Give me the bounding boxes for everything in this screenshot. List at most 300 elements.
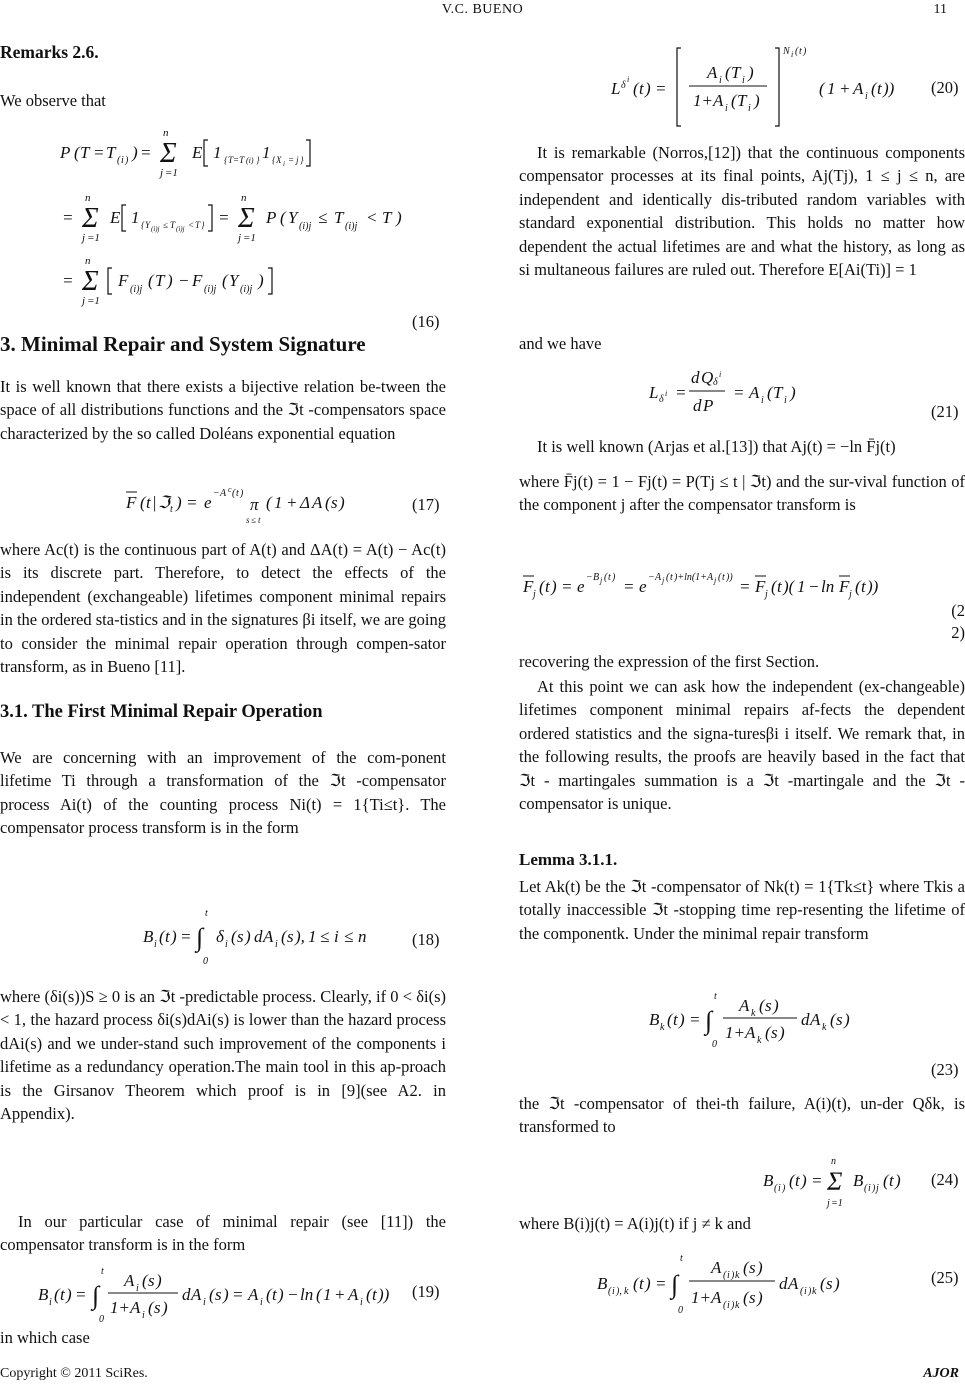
svg-text:T: T: [155, 271, 165, 290]
svg-text:(: (: [366, 1285, 372, 1304]
svg-text:B: B: [853, 1171, 864, 1190]
svg-text:): ): [679, 1010, 685, 1029]
svg-text:t: t: [670, 572, 673, 583]
svg-text:F: F: [126, 493, 137, 512]
section-3-title: 3. Minimal Repair and System Signature: [0, 332, 366, 356]
svg-text:i: i: [49, 1297, 52, 1308]
svg-text:0: 0: [712, 1039, 717, 1050]
svg-text:)+ln(1+: )+ln(1+: [674, 572, 707, 583]
svg-text:t: t: [799, 46, 802, 57]
paragraph-9: where F̄j(t) = 1 − Fj(t) = P(Tj ≤ t | ℑt) and the sur-vival function of the component j after the compensator transform is: [519, 472, 965, 515]
svg-text:k: k: [751, 1008, 756, 1019]
svg-text:=: =: [655, 79, 667, 98]
svg-text:d: d: [691, 368, 700, 387]
svg-text:n: n: [85, 255, 91, 267]
svg-text:j: j: [533, 589, 536, 600]
svg-text:j: j: [82, 232, 86, 244]
svg-text:Σ: Σ: [82, 266, 99, 297]
equation-16: [0, 122, 446, 312]
svg-text:t: t: [60, 1285, 65, 1304]
svg-text:1: 1: [308, 927, 317, 946]
paragraph-6: in which case: [0, 1328, 90, 1347]
svg-text:i: i: [761, 395, 764, 406]
svg-text:−: −: [178, 271, 190, 290]
svg-text:(: (: [222, 271, 228, 290]
equation-24-number: (24): [931, 1170, 959, 1189]
svg-text:): ): [872, 1183, 876, 1194]
svg-text:j: j: [600, 576, 603, 585]
svg-text:(: (: [666, 572, 670, 583]
svg-text:): ): [844, 1010, 850, 1029]
equation-18: [0, 902, 446, 972]
svg-text:(: (: [830, 1010, 836, 1029]
svg-text:Δ: Δ: [300, 493, 310, 512]
svg-text:(: (: [819, 79, 825, 98]
subsection-3-1-title: 3.1. The First Minimal Repair Operation: [0, 702, 323, 722]
svg-text:Σ: Σ: [82, 203, 99, 234]
svg-text:i: i: [865, 91, 868, 102]
svg-text:(i)j: (i)j: [299, 221, 312, 232]
svg-text:s: s: [215, 1285, 222, 1304]
svg-text:i: i: [203, 1297, 206, 1308]
svg-text:=: =: [62, 271, 74, 290]
svg-text:(: (: [759, 996, 765, 1015]
paragraph-4: where (δi(s))S ≥ 0 is an ℑt -predictable process. Clearly, if 0 < δi(s) < 1, the hazard process δi(s)dAi(s) is lower than the hazard process dAi(s) and we under-stand such improvement of the components i lifetime as a redundancy operation.The main tool in this ap-proach is the Girsanov Theorem which proof is in [9](see A2. in Appendix).: [0, 987, 446, 1124]
svg-text:T: T: [106, 143, 116, 162]
svg-text:{: {: [272, 155, 276, 165]
svg-text:A: A: [312, 493, 323, 512]
svg-text:(i)j: (i)j: [240, 284, 253, 295]
paragraph-5: In our particular case of minimal repair (see [11]) the compensator transform is in the form: [0, 1212, 446, 1255]
svg-text:≤: ≤: [251, 515, 256, 525]
svg-text:ln: ln: [300, 1285, 314, 1304]
svg-text:1+: 1+: [725, 1023, 745, 1042]
svg-text:i: i: [727, 1270, 730, 1281]
svg-text:A: A: [248, 1285, 259, 1304]
svg-text:(: (: [864, 1183, 868, 1194]
svg-text:(i)j: (i)j: [151, 225, 160, 233]
equation-24: [519, 1150, 965, 1215]
svg-text:s: s: [749, 1288, 756, 1307]
svg-text:(: (: [795, 46, 799, 57]
svg-text:(: (: [731, 91, 737, 110]
svg-text:i: i: [742, 75, 745, 86]
svg-text:L: L: [649, 383, 659, 402]
svg-text:B: B: [597, 1274, 608, 1293]
svg-text:(: (: [743, 1258, 749, 1277]
svg-text:(: (: [117, 155, 121, 166]
paragraph-7b: and we have: [519, 334, 602, 353]
svg-text:T: T: [170, 220, 176, 230]
paragraph-11: At this point we can ask how the independent (ex-changeable) lifetimes component minimal repairs af-fects the dependent ordered statistics and the signa-turesβi i itself. We remark that, in the following results, the proofs are heavily based in the fact that ℑt - martingales summation is a ℑt -martingale and the ℑt - compensator is unique.: [519, 677, 965, 814]
svg-text:),: ),: [295, 927, 305, 946]
svg-text:d: d: [254, 927, 263, 946]
svg-text:s: s: [148, 1271, 155, 1290]
svg-text:Y: Y: [145, 220, 151, 230]
svg-text:i: i: [778, 1183, 781, 1194]
svg-text:): ): [801, 1171, 807, 1190]
svg-text:(: (: [871, 79, 877, 98]
svg-text:(: (: [883, 1171, 889, 1190]
svg-text:t: t: [877, 79, 882, 98]
svg-text:=: =: [288, 155, 295, 165]
svg-text:(: (: [723, 1300, 727, 1311]
svg-text:A: A: [348, 1285, 359, 1304]
svg-text:1: 1: [131, 208, 140, 227]
svg-text:n: n: [831, 1156, 836, 1167]
svg-text:Y: Y: [229, 271, 239, 290]
svg-text:1: 1: [827, 79, 836, 98]
svg-text:A: A: [707, 572, 714, 583]
svg-text:Q: Q: [701, 368, 714, 387]
svg-text:)): )): [726, 572, 733, 583]
svg-text:): ): [132, 143, 138, 162]
paragraph-8: It is well known (Arjas et al.[13]) that Aj(t) = −ln F̄j(t): [537, 437, 896, 456]
svg-text:1+: 1+: [693, 91, 713, 110]
svg-text:): ): [551, 577, 557, 596]
paragraph-7: It is remarkable (Norros,[12]) that the continuous components compensator processes at its final points, Aj(Tj), 1 ≤ j ≤ n, are independent and identically dis-tributed random variables with standard exponential distribution. This holds no matter how dependent the actual lifetimes are and what the history, as long as si multaneous failures are ruled out. Therefore E[Ai(Ti)] = 1: [519, 143, 965, 280]
svg-text:(: (: [771, 577, 777, 596]
svg-text:(: (: [54, 1285, 60, 1304]
svg-text:Σ: Σ: [160, 138, 177, 169]
svg-text:): ): [748, 63, 754, 82]
svg-text:1: 1: [797, 577, 806, 596]
svg-text:A: A: [191, 1285, 202, 1304]
equation-21: [519, 355, 965, 430]
svg-text:≤: ≤: [163, 220, 168, 230]
svg-text:(: (: [266, 1285, 272, 1304]
svg-text:t: t: [170, 504, 173, 515]
svg-text:0: 0: [203, 956, 208, 967]
svg-text:k: k: [812, 1286, 817, 1297]
svg-text:i: i: [784, 395, 787, 406]
svg-text:=: =: [75, 1285, 87, 1304]
svg-text:(i)j: (i)j: [345, 221, 358, 232]
svg-text:P: P: [60, 143, 71, 162]
svg-text:): ): [779, 1023, 785, 1042]
paragraph-12: Let Ak(t) be the ℑt -compensator of Nk(t) = 1{Tk≤t} where Tkis a totally inaccessible ℑt -stopping time rep-resenting the lifetime of the componentk. Under the minimal repair transform: [519, 877, 965, 943]
svg-text:=: =: [218, 208, 230, 227]
svg-text:t: t: [795, 1171, 800, 1190]
svg-text:(: (: [633, 1274, 639, 1293]
svg-text:j: j: [296, 155, 299, 165]
svg-text:N: N: [783, 46, 790, 57]
svg-text:)): )): [883, 79, 895, 98]
svg-text:(: (: [725, 63, 731, 82]
svg-text:j: j: [662, 576, 665, 585]
svg-text:=: =: [689, 1010, 701, 1029]
svg-text:1: 1: [213, 143, 222, 162]
observe-text: We observe that: [0, 91, 106, 110]
equation-19: [0, 1260, 446, 1330]
svg-text:=1: =1: [87, 295, 100, 307]
svg-text:B: B: [593, 572, 600, 583]
svg-text:δ: δ: [713, 377, 718, 388]
svg-text:(: (: [743, 1288, 749, 1307]
svg-text:t: t: [608, 572, 611, 583]
svg-text:δ: δ: [621, 80, 626, 91]
svg-text:i: i: [260, 1297, 263, 1308]
svg-text:(: (: [667, 1010, 673, 1029]
svg-text:d: d: [182, 1285, 191, 1304]
svg-text:t: t: [545, 577, 550, 596]
svg-text:): ): [782, 1183, 786, 1194]
svg-text:B: B: [143, 927, 154, 946]
svg-text:L: L: [611, 79, 621, 98]
svg-text:−: −: [586, 572, 593, 583]
svg-text:s: s: [771, 1023, 778, 1042]
svg-text:i: i: [727, 1300, 730, 1311]
svg-text:j: j: [82, 295, 86, 307]
svg-text:<: <: [366, 208, 378, 227]
paragraph-1: It is well known that there exists a bijective relation be-tween the space of all distributions functions and the ℑt -compensators space characterized by the so called Doléans exponential equation: [0, 377, 446, 443]
svg-text:e: e: [577, 577, 585, 596]
svg-text:∫: ∫: [196, 923, 204, 952]
svg-text:=1: =1: [243, 232, 256, 244]
svg-text:t: t: [722, 572, 725, 583]
svg-text:t: t: [714, 991, 717, 1002]
svg-text:A: A: [711, 1258, 722, 1277]
svg-text:s: s: [749, 1258, 756, 1277]
svg-text:i: i: [627, 75, 630, 84]
svg-text:−: −: [287, 1285, 299, 1304]
svg-text:Y: Y: [288, 208, 298, 227]
svg-text:s: s: [836, 1010, 843, 1029]
svg-text:): ): [645, 1274, 651, 1293]
svg-text:t: t: [205, 908, 208, 919]
remarks-title: Remarks 2.6.: [0, 42, 99, 62]
svg-text:Σ: Σ: [827, 1167, 843, 1196]
svg-text:(: (: [231, 927, 237, 946]
svg-text:Σ: Σ: [238, 203, 255, 234]
equation-25: [519, 1245, 965, 1325]
svg-text:j: j: [714, 576, 717, 585]
equation-25-number: (25): [931, 1268, 959, 1287]
svg-text:F: F: [118, 271, 129, 290]
svg-text:δ: δ: [659, 394, 664, 405]
svg-text:A: A: [739, 996, 750, 1015]
svg-text:e: e: [204, 493, 212, 512]
svg-text:A: A: [707, 63, 718, 82]
svg-text:A: A: [810, 1010, 821, 1029]
svg-text:t: t: [639, 1274, 644, 1293]
paragraph-2: where Ac(t) is the continuous part of A(t) and ΔA(t) = A(t) − Ac(t) is its discrete part. Therefore, to detect the effects of the independent (exchangeable) lifetimes component minimal repairs in the ordered sta-tistics and in the signatures βi itself, we are going to consider the minimal repair operation through compen-sator transform, as in Bueno [11].: [0, 540, 446, 677]
svg-text:n: n: [163, 127, 169, 139]
paragraph-10: recovering the expression of the first Section.: [519, 652, 820, 671]
svg-text:s: s: [246, 515, 250, 525]
svg-text:i: i: [154, 939, 157, 950]
svg-text:(: (: [280, 208, 286, 227]
svg-text:)(: )(: [783, 577, 795, 596]
svg-text:A: A: [788, 1274, 799, 1293]
svg-text:): ): [731, 1300, 735, 1311]
svg-text:=: =: [232, 1285, 244, 1304]
svg-text:F: F: [839, 577, 850, 596]
svg-text:=1: =1: [165, 167, 178, 179]
svg-text:=: =: [733, 383, 745, 402]
svg-text:s: s: [331, 493, 338, 512]
svg-text:(: (: [281, 927, 287, 946]
svg-text:): ): [162, 1298, 168, 1317]
svg-text:i: i: [804, 1286, 807, 1297]
svg-text:=: =: [623, 577, 635, 596]
svg-text:E: E: [110, 208, 121, 227]
svg-text:n: n: [358, 927, 367, 946]
svg-text:∫: ∫: [92, 1281, 100, 1310]
svg-text:j: j: [765, 589, 768, 600]
svg-text:F: F: [755, 577, 766, 596]
svg-text:(: (: [767, 383, 773, 402]
svg-text:(: (: [633, 79, 639, 98]
svg-text:(: (: [159, 927, 165, 946]
svg-text:−: −: [808, 577, 820, 596]
equation-22: [519, 560, 919, 620]
svg-text:=1: =1: [87, 232, 100, 244]
svg-text:B: B: [38, 1285, 49, 1304]
svg-text:j: j: [827, 1198, 830, 1209]
svg-text:i: i: [360, 1297, 363, 1308]
svg-text:i: i: [121, 155, 124, 166]
svg-text:j: j: [160, 167, 164, 179]
svg-text:=: =: [180, 927, 192, 946]
svg-text:t: t: [372, 1285, 377, 1304]
svg-text:1+: 1+: [691, 1288, 711, 1307]
svg-text:∫: ∫: [705, 1006, 713, 1035]
svg-text:k: k: [822, 1022, 827, 1033]
svg-text:−: −: [648, 572, 655, 583]
svg-text:i: i: [275, 939, 278, 950]
svg-text:): ): [245, 927, 251, 946]
svg-text:): ): [731, 1270, 735, 1281]
svg-text:s: s: [826, 1274, 833, 1293]
svg-text:=: =: [655, 1274, 667, 1293]
svg-text:): ): [757, 1288, 763, 1307]
equation-17: [0, 480, 446, 530]
svg-text:): ): [396, 208, 402, 227]
svg-text:(: (: [608, 1286, 612, 1297]
svg-text:t: t: [165, 927, 170, 946]
svg-text:(i)j: (i)j: [204, 284, 217, 295]
svg-text:k: k: [735, 1270, 740, 1281]
svg-text:(: (: [723, 1270, 727, 1281]
svg-text:F: F: [523, 577, 534, 596]
svg-text:+: +: [334, 1285, 346, 1304]
svg-text:i: i: [791, 50, 794, 59]
svg-text:): ): [258, 271, 264, 290]
svg-text:<: <: [188, 220, 195, 230]
svg-text:1: 1: [274, 493, 283, 512]
svg-text:(: (: [209, 1285, 215, 1304]
page-header: [0, 2, 965, 24]
page-footer: [0, 1366, 965, 1386]
svg-text:i: i: [612, 1286, 615, 1297]
svg-text:)): )): [867, 577, 879, 596]
equation-21-number: (21): [931, 402, 959, 421]
svg-text:A: A: [220, 488, 227, 499]
equation-18-number: (18): [412, 930, 440, 949]
svg-text:): ): [167, 271, 173, 290]
equation-23: [519, 985, 965, 1055]
svg-text:∫: ∫: [671, 1270, 679, 1299]
svg-text:{: {: [224, 155, 228, 165]
equation-20: [519, 38, 965, 138]
journal-name: AJOR: [923, 1366, 959, 1381]
svg-text:B: B: [649, 1010, 660, 1029]
svg-text:≤: ≤: [318, 208, 328, 227]
svg-text:t: t: [236, 488, 239, 499]
svg-text:): ): [754, 91, 760, 110]
svg-text:): ): [240, 488, 244, 499]
svg-text:(: (: [718, 572, 722, 583]
running-head: V.C. BUENO: [441, 2, 524, 17]
svg-text:(: (: [316, 1285, 322, 1304]
equation-22-number: (2 2): [951, 601, 965, 642]
svg-text:ln: ln: [821, 577, 835, 596]
svg-text:): ): [808, 1286, 812, 1297]
svg-text:(: (: [604, 572, 608, 583]
svg-text:T: T: [382, 208, 392, 227]
svg-text:i: i: [725, 103, 728, 114]
svg-text:k: k: [624, 1286, 629, 1297]
svg-text:(: (: [855, 577, 861, 596]
svg-text:F: F: [192, 271, 203, 290]
svg-text:{: {: [141, 220, 145, 230]
svg-text:): ): [895, 1171, 901, 1190]
svg-text:=1: =1: [831, 1198, 843, 1209]
svg-text:(: (: [232, 488, 236, 499]
svg-text:(: (: [820, 1274, 826, 1293]
svg-text:t: t: [101, 1266, 104, 1277]
svg-text:)): )): [378, 1285, 390, 1304]
svg-text:(i)j: (i)j: [130, 284, 143, 295]
svg-text:A: A: [130, 1298, 141, 1317]
svg-text:(: (: [765, 1023, 771, 1042]
svg-text:t: t: [272, 1285, 277, 1304]
svg-text:A: A: [713, 91, 724, 110]
svg-text:ℑ: ℑ: [158, 493, 170, 512]
svg-text:=: =: [93, 143, 105, 162]
svg-text:T: T: [195, 220, 201, 230]
svg-text:t: t: [680, 1253, 683, 1264]
svg-text:A: A: [745, 1023, 756, 1042]
svg-text:i: i: [334, 927, 339, 946]
svg-text:t: t: [146, 493, 151, 512]
svg-text:): ): [339, 493, 345, 512]
svg-text:T: T: [773, 383, 783, 402]
svg-text:A: A: [655, 572, 662, 583]
svg-text:t: t: [861, 577, 866, 596]
svg-text:j: j: [849, 589, 852, 600]
svg-text:=: =: [62, 208, 74, 227]
svg-text:): ): [834, 1274, 840, 1293]
svg-text:(: (: [148, 271, 154, 290]
svg-text:P: P: [266, 208, 277, 227]
svg-text:k: k: [757, 1035, 762, 1046]
svg-text:e: e: [639, 577, 647, 596]
svg-text:T: T: [737, 91, 747, 110]
equation-23-number: (23): [931, 1060, 959, 1079]
svg-text:i: i: [748, 103, 751, 114]
svg-text:),: ),: [616, 1286, 622, 1297]
svg-text:}: }: [256, 155, 260, 165]
svg-text:d: d: [693, 396, 702, 415]
svg-text:π: π: [250, 495, 259, 514]
svg-text:(: (: [266, 493, 272, 512]
svg-text:j: j: [238, 232, 242, 244]
paragraph-14: where B(i)j(t) = A(i)j(t) if j ≠ k and: [519, 1214, 751, 1233]
svg-text:j: j: [876, 1183, 879, 1194]
svg-text:d: d: [779, 1274, 788, 1293]
